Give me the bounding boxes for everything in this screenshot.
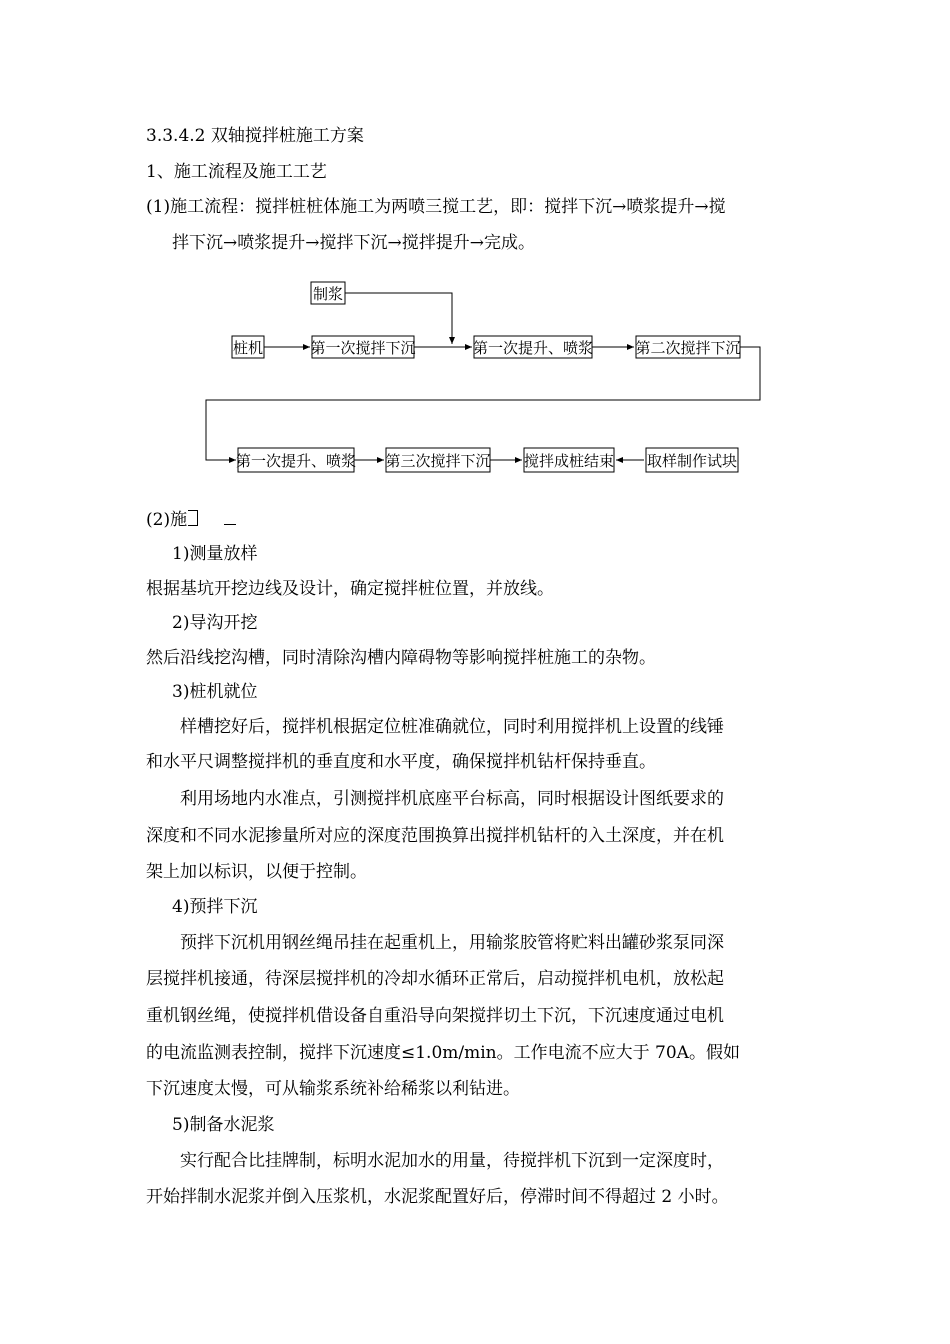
underscore-mark <box>224 524 236 525</box>
step-5-body-2: 开始拌制水泥浆并倒入压浆机，水泥浆配置好后，停滞时间不得超过 2 小时。 <box>146 1187 729 1207</box>
step-4-body-2: 层搅拌机接通，待深层搅拌机的冷却水循环正常后，启动搅拌机电机，放松起 <box>146 969 724 989</box>
label-first-lift-spray-a: 第一次提升、喷浆 <box>472 339 594 357</box>
subsection-heading: 1、施工流程及施工工艺 <box>146 162 327 182</box>
step-3-title: 3)桩机就位 <box>172 682 258 702</box>
step-2-body-1: 然后沿线挖沟槽，同时清除沟槽内障碍物等影响搅拌桩施工的杂物。 <box>146 648 656 668</box>
step-4-body-4: 的电流监测表控制，搅拌下沉速度≤1.0m/min。工作电流不应大于 70A。假如 <box>146 1043 740 1063</box>
step-4-body-1: 预拌下沉机用钢丝绳吊挂在起重机上，用输浆胶管将贮料出罐砂浆泵同深 <box>180 933 724 953</box>
process-heading <box>146 510 236 530</box>
label-slurry: 制浆 <box>312 285 344 303</box>
label-pile-machine: 桩机 <box>232 339 264 357</box>
label-pile-complete: 搅拌成桩结束 <box>523 452 615 470</box>
label-third-mix-sink: 第三次搅拌下沉 <box>385 452 491 470</box>
flow-intro-line-2: 拌下沉→喷浆提升→搅拌下沉→搅拌提升→完成。 <box>172 233 535 253</box>
label-second-mix-sink: 第二次搅拌下沉 <box>635 339 741 357</box>
step-3-body-3: 利用场地内水准点，引测搅拌机底座平台标高，同时根据设计图纸要求的 <box>180 789 724 809</box>
step-1-title: 1)测量放样 <box>172 544 258 564</box>
label-first-mix-sink: 第一次搅拌下沉 <box>310 339 416 357</box>
step-4-title: 4)预拌下沉 <box>172 897 258 917</box>
step-4-body-5: 下沉速度太慢，可从输浆系统补给稀浆以利钻进。 <box>146 1079 520 1099</box>
step-5-body-1: 实行配合比挂牌制，标明水泥加水的用量，待搅拌机下沉到一定深度时， <box>180 1151 724 1171</box>
section-heading: 3.3.4.2 双轴搅拌桩施工方案 <box>146 126 364 146</box>
step-2-title: 2)导沟开挖 <box>172 613 258 633</box>
label-sample: 取样制作试块 <box>646 452 738 470</box>
construction-flowchart <box>0 278 950 478</box>
label-first-lift-spray-b: 第一次提升、喷浆 <box>235 452 357 470</box>
arrow-wrap-to-row2 <box>206 347 760 460</box>
step-3-body-1: 样槽挖好后，搅拌机根据定位桩准确就位，同时利用搅拌机上设置的线锤 <box>180 717 724 737</box>
step-5-title: 5)制备水泥浆 <box>172 1115 275 1135</box>
process-heading-text: (2)施 <box>146 510 188 530</box>
step-4-body-3: 重机钢丝绳，使搅拌机借设备自重沿导向架搅拌切土下沉，下沉速度通过电机 <box>146 1006 724 1026</box>
step-1-body-1: 根据基坑开挖边线及设计，确定搅拌桩位置，并放线。 <box>146 579 554 599</box>
flow-intro-line-1: (1)施工流程：搅拌桩桩体施工为两喷三搅工艺，即：搅拌下沉→喷浆提升→搅 <box>146 197 726 217</box>
step-3-body-2: 和水平尺调整搅拌机的垂直度和水平度，确保搅拌机钻杆保持垂直。 <box>146 752 656 772</box>
missing-glyph-box <box>188 510 198 526</box>
step-3-body-5: 架上加以标识，以便于控制。 <box>146 862 367 882</box>
step-3-body-4: 深度和不同水泥掺量所对应的深度范围换算出搅拌机钻杆的入土深度，并在机 <box>146 826 724 846</box>
